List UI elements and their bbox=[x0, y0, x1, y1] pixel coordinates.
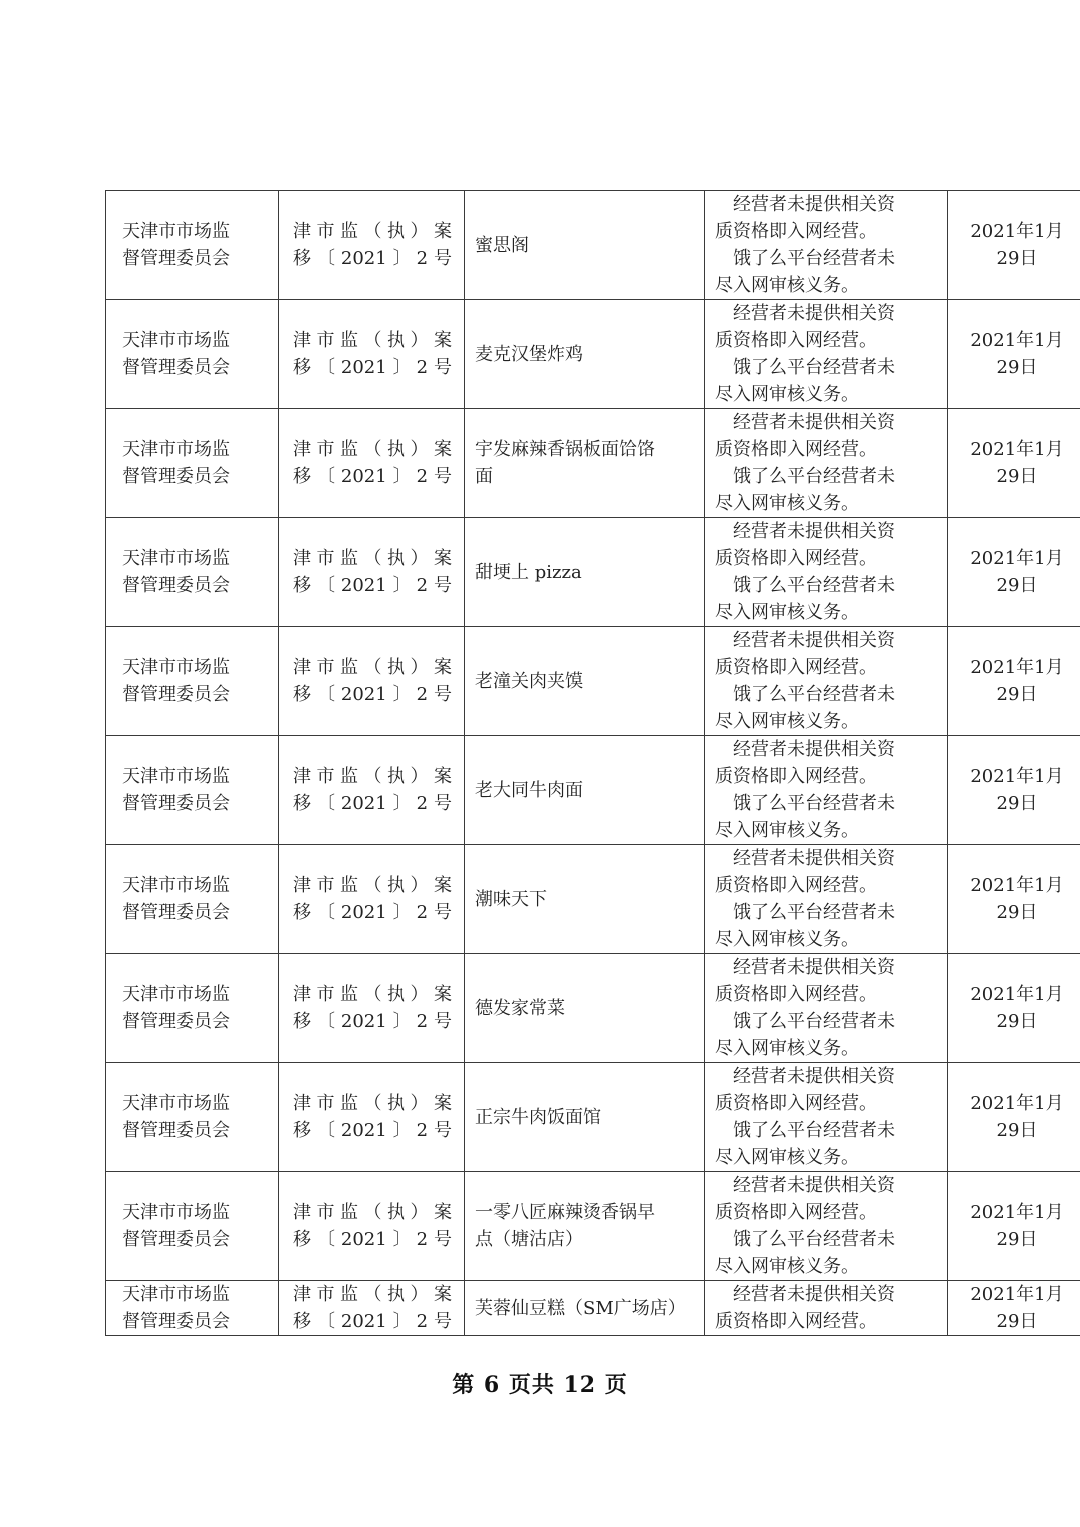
reason-cell bbox=[705, 1063, 948, 1172]
date-line: 29日 bbox=[996, 357, 1038, 378]
authority-cell bbox=[106, 1063, 279, 1172]
table-row bbox=[106, 518, 1080, 627]
date-line: 2021年1月 bbox=[970, 439, 1064, 460]
business-name-cell bbox=[465, 409, 705, 518]
table-row bbox=[106, 1063, 1080, 1172]
authority-cell bbox=[106, 191, 279, 300]
date-line: 2021年1月 bbox=[970, 657, 1064, 678]
date-cell bbox=[948, 627, 1080, 736]
doc-number-line: 移〔2021〕2号 bbox=[293, 902, 452, 923]
table-body bbox=[106, 191, 1080, 1336]
reason-line: 质资格即入网经营。 bbox=[715, 330, 877, 351]
business-name-line: 蜜思阁 bbox=[475, 234, 529, 256]
table-row bbox=[106, 409, 1080, 518]
reason-cell bbox=[705, 736, 948, 845]
authority-line: 天津市市场监 bbox=[122, 875, 230, 896]
doc-number-cell bbox=[279, 1172, 465, 1281]
authority-line: 天津市市场监 bbox=[122, 1284, 230, 1305]
reason-line: 尽入网审核义务。 bbox=[715, 602, 859, 623]
table-row bbox=[106, 191, 1080, 300]
reason-line: 经营者未提供相关资 bbox=[733, 412, 895, 433]
date-line: 29日 bbox=[996, 793, 1038, 814]
authority-line: 督管理委员会 bbox=[122, 1311, 230, 1332]
date-line: 2021年1月 bbox=[970, 1093, 1064, 1114]
doc-number-line: 津市监（执）案 bbox=[293, 984, 452, 1005]
reason-cell bbox=[705, 954, 948, 1063]
doc-number-line: 移〔2021〕2号 bbox=[293, 575, 452, 596]
authority-line: 督管理委员会 bbox=[122, 1229, 230, 1250]
doc-number-cell bbox=[279, 300, 465, 409]
business-name-cell bbox=[465, 736, 705, 845]
authority-line: 督管理委员会 bbox=[122, 684, 230, 705]
authority-cell bbox=[106, 518, 279, 627]
date-line: 29日 bbox=[996, 1229, 1038, 1250]
date-line: 29日 bbox=[996, 1311, 1038, 1332]
reason-line: 尽入网审核义务。 bbox=[715, 493, 859, 514]
date-cell bbox=[948, 518, 1080, 627]
doc-number-line: 移〔2021〕2号 bbox=[293, 793, 452, 814]
reason-cell bbox=[705, 1281, 948, 1336]
date-line: 2021年1月 bbox=[970, 984, 1064, 1005]
reason-line: 尽入网审核义务。 bbox=[715, 1038, 859, 1059]
date-cell bbox=[948, 1281, 1080, 1336]
date-line: 2021年1月 bbox=[970, 766, 1064, 787]
business-name-line: 点（塘沽店） bbox=[475, 1229, 583, 1250]
date-cell bbox=[948, 191, 1080, 300]
reason-line: 经营者未提供相关资 bbox=[733, 194, 895, 215]
business-name-cell bbox=[465, 1281, 705, 1336]
authority-line: 督管理委员会 bbox=[122, 793, 230, 814]
table-row bbox=[106, 954, 1080, 1063]
date-line: 29日 bbox=[996, 1120, 1038, 1141]
date-cell bbox=[948, 736, 1080, 845]
table-row bbox=[106, 300, 1080, 409]
business-name-line: 宇发麻辣香锅板面饸饹 bbox=[475, 439, 655, 460]
authority-cell bbox=[106, 954, 279, 1063]
date-cell bbox=[948, 300, 1080, 409]
doc-number-line: 津市监（执）案 bbox=[293, 548, 452, 569]
business-name-cell bbox=[465, 1063, 705, 1172]
reason-line: 经营者未提供相关资 bbox=[733, 1066, 895, 1087]
business-name-line: 德发家常菜 bbox=[475, 997, 565, 1019]
business-name-line: 老潼关肉夹馍 bbox=[475, 670, 583, 692]
reason-line: 尽入网审核义务。 bbox=[715, 275, 859, 296]
reason-line: 饿了么平台经营者未 bbox=[733, 1229, 895, 1250]
authority-line: 天津市市场监 bbox=[122, 657, 230, 678]
authority-line: 天津市市场监 bbox=[122, 221, 230, 242]
business-name-cell bbox=[465, 1172, 705, 1281]
reason-cell bbox=[705, 1172, 948, 1281]
authority-line: 天津市市场监 bbox=[122, 1093, 230, 1114]
doc-number-line: 移〔2021〕2号 bbox=[293, 1311, 452, 1332]
reason-cell bbox=[705, 300, 948, 409]
doc-number-line: 津市监（执）案 bbox=[293, 875, 452, 896]
doc-number-line: 津市监（执）案 bbox=[293, 1202, 452, 1223]
doc-number-cell bbox=[279, 627, 465, 736]
reason-line: 经营者未提供相关资 bbox=[733, 303, 895, 324]
doc-number-line: 津市监（执）案 bbox=[293, 766, 452, 787]
reason-line: 质资格即入网经营。 bbox=[715, 1311, 877, 1332]
doc-number-cell bbox=[279, 409, 465, 518]
authority-cell bbox=[106, 1281, 279, 1336]
date-line: 29日 bbox=[996, 575, 1038, 596]
date-cell bbox=[948, 845, 1080, 954]
date-line: 2021年1月 bbox=[970, 875, 1064, 896]
authority-line: 督管理委员会 bbox=[122, 248, 230, 269]
reason-line: 饿了么平台经营者未 bbox=[733, 1011, 895, 1032]
date-cell bbox=[948, 409, 1080, 518]
authority-cell bbox=[106, 300, 279, 409]
authority-cell bbox=[106, 845, 279, 954]
doc-number-cell bbox=[279, 1063, 465, 1172]
authority-line: 督管理委员会 bbox=[122, 1011, 230, 1032]
reason-line: 质资格即入网经营。 bbox=[715, 1093, 877, 1114]
table-row bbox=[106, 1172, 1080, 1281]
business-name-cell bbox=[465, 845, 705, 954]
business-name-line: 正宗牛肉饭面馆 bbox=[475, 1106, 601, 1128]
business-name-cell bbox=[465, 518, 705, 627]
business-name-cell bbox=[465, 627, 705, 736]
table-row bbox=[106, 1281, 1080, 1336]
doc-number-cell bbox=[279, 845, 465, 954]
date-line: 29日 bbox=[996, 248, 1038, 269]
authority-line: 天津市市场监 bbox=[122, 330, 230, 351]
reason-cell bbox=[705, 845, 948, 954]
reason-line: 尽入网审核义务。 bbox=[715, 384, 859, 405]
date-line: 29日 bbox=[996, 466, 1038, 487]
doc-number-line: 移〔2021〕2号 bbox=[293, 684, 452, 705]
reason-line: 饿了么平台经营者未 bbox=[733, 248, 895, 269]
reason-line: 饿了么平台经营者未 bbox=[733, 684, 895, 705]
date-line: 2021年1月 bbox=[970, 548, 1064, 569]
authority-cell bbox=[106, 627, 279, 736]
authority-line: 督管理委员会 bbox=[122, 575, 230, 596]
records-table bbox=[105, 190, 1080, 1336]
reason-line: 饿了么平台经营者未 bbox=[733, 357, 895, 378]
reason-line: 经营者未提供相关资 bbox=[733, 630, 895, 651]
doc-number-cell bbox=[279, 954, 465, 1063]
reason-line: 饿了么平台经营者未 bbox=[733, 1120, 895, 1141]
reason-line: 饿了么平台经营者未 bbox=[733, 793, 895, 814]
authority-line: 督管理委员会 bbox=[122, 357, 230, 378]
authority-cell bbox=[106, 1172, 279, 1281]
doc-number-line: 津市监（执）案 bbox=[293, 657, 452, 678]
reason-cell bbox=[705, 627, 948, 736]
reason-line: 经营者未提供相关资 bbox=[733, 521, 895, 542]
authority-line: 督管理委员会 bbox=[122, 902, 230, 923]
date-line: 2021年1月 bbox=[970, 330, 1064, 351]
authority-line: 天津市市场监 bbox=[122, 439, 230, 460]
date-line: 2021年1月 bbox=[970, 221, 1064, 242]
reason-line: 饿了么平台经营者未 bbox=[733, 575, 895, 596]
date-cell bbox=[948, 1172, 1080, 1281]
date-line: 2021年1月 bbox=[970, 1202, 1064, 1223]
date-line: 29日 bbox=[996, 902, 1038, 923]
reason-line: 质资格即入网经营。 bbox=[715, 1202, 877, 1223]
date-cell bbox=[948, 954, 1080, 1063]
doc-number-line: 津市监（执）案 bbox=[293, 330, 452, 351]
date-cell bbox=[948, 1063, 1080, 1172]
authority-line: 天津市市场监 bbox=[122, 766, 230, 787]
reason-line: 尽入网审核义务。 bbox=[715, 711, 859, 732]
doc-number-line: 津市监（执）案 bbox=[293, 439, 452, 460]
business-name-line: 甜埂上 pizza bbox=[475, 561, 582, 583]
doc-number-cell bbox=[279, 1281, 465, 1336]
reason-line: 尽入网审核义务。 bbox=[715, 929, 859, 950]
authority-line: 天津市市场监 bbox=[122, 548, 230, 569]
doc-number-cell bbox=[279, 736, 465, 845]
table-row bbox=[106, 736, 1080, 845]
doc-number-line: 移〔2021〕2号 bbox=[293, 1011, 452, 1032]
business-name-cell bbox=[465, 954, 705, 1063]
reason-line: 经营者未提供相关资 bbox=[733, 957, 895, 978]
date-line: 29日 bbox=[996, 684, 1038, 705]
doc-number-line: 移〔2021〕2号 bbox=[293, 248, 452, 269]
reason-line: 饿了么平台经营者未 bbox=[733, 902, 895, 923]
reason-line: 质资格即入网经营。 bbox=[715, 548, 877, 569]
business-name-line: 麦克汉堡炸鸡 bbox=[475, 343, 583, 365]
business-name-cell bbox=[465, 191, 705, 300]
reason-cell bbox=[705, 409, 948, 518]
authority-line: 天津市市场监 bbox=[122, 1202, 230, 1223]
reason-line: 质资格即入网经营。 bbox=[715, 221, 877, 242]
reason-line: 经营者未提供相关资 bbox=[733, 739, 895, 760]
date-line: 29日 bbox=[996, 1011, 1038, 1032]
business-name-line: 潮味天下 bbox=[475, 888, 547, 910]
reason-line: 质资格即入网经营。 bbox=[715, 439, 877, 460]
reason-line: 质资格即入网经营。 bbox=[715, 875, 877, 896]
doc-number-line: 移〔2021〕2号 bbox=[293, 466, 452, 487]
authority-line: 督管理委员会 bbox=[122, 466, 230, 487]
reason-line: 经营者未提供相关资 bbox=[733, 1284, 895, 1305]
authority-cell bbox=[106, 736, 279, 845]
table-row bbox=[106, 627, 1080, 736]
reason-line: 经营者未提供相关资 bbox=[733, 1175, 895, 1196]
reason-line: 尽入网审核义务。 bbox=[715, 820, 859, 841]
business-name-line: 老大同牛肉面 bbox=[475, 779, 583, 801]
reason-line: 质资格即入网经营。 bbox=[715, 984, 877, 1005]
authority-cell bbox=[106, 409, 279, 518]
business-name-line: 一零八匠麻辣烫香锅早 bbox=[475, 1202, 655, 1223]
business-name-line: 面 bbox=[475, 466, 493, 487]
business-name-cell bbox=[465, 300, 705, 409]
reason-line: 质资格即入网经营。 bbox=[715, 657, 877, 678]
reason-line: 饿了么平台经营者未 bbox=[733, 466, 895, 487]
table-row bbox=[106, 845, 1080, 954]
reason-cell bbox=[705, 191, 948, 300]
doc-number-cell bbox=[279, 191, 465, 300]
page-footer: 第 6 页共 12 页 bbox=[452, 1372, 628, 1398]
doc-number-line: 移〔2021〕2号 bbox=[293, 1229, 452, 1250]
doc-number-cell bbox=[279, 518, 465, 627]
doc-number-line: 津市监（执）案 bbox=[293, 1093, 452, 1114]
doc-number-line: 移〔2021〕2号 bbox=[293, 1120, 452, 1141]
authority-line: 督管理委员会 bbox=[122, 1120, 230, 1141]
doc-number-line: 津市监（执）案 bbox=[293, 221, 452, 242]
doc-number-line: 津市监（执）案 bbox=[293, 1284, 452, 1305]
reason-cell bbox=[705, 518, 948, 627]
doc-number-line: 移〔2021〕2号 bbox=[293, 357, 452, 378]
authority-line: 天津市市场监 bbox=[122, 984, 230, 1005]
reason-line: 经营者未提供相关资 bbox=[733, 848, 895, 869]
business-name-line: 芙蓉仙豆糕（SM广场店） bbox=[475, 1297, 686, 1319]
date-line: 2021年1月 bbox=[970, 1284, 1064, 1305]
reason-line: 质资格即入网经营。 bbox=[715, 766, 877, 787]
reason-line: 尽入网审核义务。 bbox=[715, 1256, 859, 1277]
reason-line: 尽入网审核义务。 bbox=[715, 1147, 859, 1168]
